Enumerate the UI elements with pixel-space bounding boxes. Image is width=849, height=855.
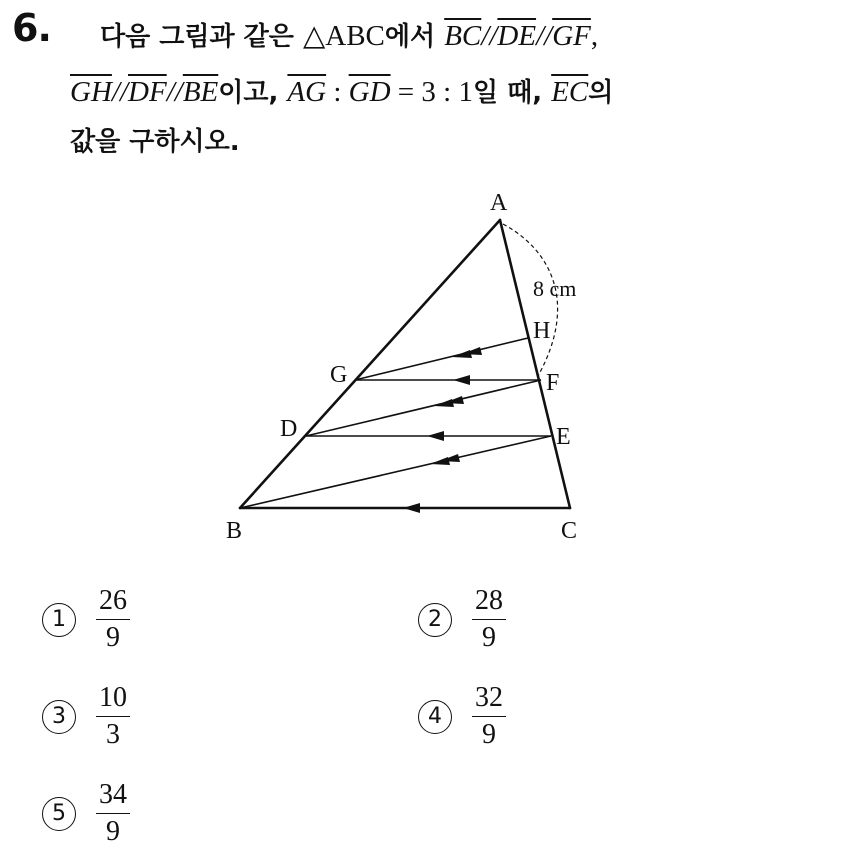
label-g: G	[330, 362, 348, 388]
question-text: 의	[588, 78, 614, 108]
segment-df-line	[306, 380, 541, 436]
question-number: 6.	[12, 6, 51, 50]
segment-df: $\overline{DF}$	[128, 76, 167, 108]
arrow-head-icon	[444, 396, 464, 404]
denominator: 9	[106, 816, 120, 847]
option-number: 1	[42, 603, 76, 637]
arrow-head-icon	[453, 375, 470, 385]
question-text: 이고,	[218, 78, 288, 108]
denominator: 9	[482, 719, 496, 750]
segment-gf: $\overline{GF}$	[552, 20, 591, 52]
ratio-colon: :	[326, 76, 349, 108]
denominator: 3	[106, 719, 120, 750]
numerator: 10	[96, 682, 130, 717]
option-fraction	[472, 585, 506, 654]
question-text: 값을 구하시오.	[70, 127, 240, 157]
segment-ec: $\overline{EC}$	[551, 76, 589, 108]
parallel-sign: //	[536, 20, 553, 52]
denominator: 9	[482, 622, 496, 653]
label-c: C	[561, 518, 578, 544]
label-f: F	[546, 370, 560, 396]
option-5[interactable]	[42, 779, 130, 848]
ratio-value: = 3 : 1	[390, 76, 473, 108]
option-3[interactable]	[42, 682, 130, 751]
option-fraction	[96, 585, 130, 654]
segment-gd: $\overline{GD}$	[348, 76, 391, 108]
numerator: 32	[472, 682, 506, 717]
length-label: 8 cm	[533, 276, 577, 301]
parallel-sign: //	[166, 76, 183, 108]
label-b: B	[226, 518, 243, 544]
segment-bc: $\overline{BC}$	[444, 20, 482, 52]
label-e: E	[556, 424, 571, 450]
side-ab	[240, 220, 500, 508]
label-d: D	[280, 416, 298, 442]
segment-be-line	[240, 436, 551, 508]
option-2[interactable]	[418, 585, 506, 654]
question-text: 에서	[384, 22, 445, 52]
option-4[interactable]	[418, 682, 506, 751]
numerator: 26	[96, 585, 130, 620]
label-a: A	[490, 190, 508, 216]
arrow-head-icon	[427, 431, 444, 441]
arrow-head-icon	[440, 454, 460, 462]
option-number: 2	[418, 603, 452, 637]
segment-gh-line	[355, 338, 528, 380]
triangle-name: △ABC	[302, 20, 385, 52]
option-number: 4	[418, 700, 452, 734]
label-h: H	[533, 318, 551, 344]
numerator: 34	[96, 779, 130, 814]
segment-de: $\overline{DE}$	[497, 20, 537, 52]
option-fraction	[472, 682, 506, 751]
option-fraction	[96, 779, 130, 848]
segment-ag: $\overline{AG}$	[287, 76, 327, 108]
parallel-sign: //	[481, 20, 498, 52]
option-1[interactable]	[42, 585, 130, 654]
side-ac	[500, 220, 570, 508]
option-fraction	[96, 682, 130, 751]
question-text: 일 때,	[472, 78, 552, 108]
segment-gh: $\overline{GH}$	[70, 76, 112, 108]
arrow-head-icon	[462, 347, 482, 355]
denominator: 9	[106, 622, 120, 653]
option-number: 5	[42, 797, 76, 831]
numerator: 28	[472, 585, 506, 620]
arrow-head-icon	[403, 503, 420, 513]
segment-be: $\overline{BE}$	[182, 76, 219, 108]
parallel-sign: //	[111, 76, 129, 108]
comma: ,	[590, 20, 599, 52]
question-text: 다음 그림과 같은	[100, 22, 303, 52]
option-number: 3	[42, 700, 76, 734]
